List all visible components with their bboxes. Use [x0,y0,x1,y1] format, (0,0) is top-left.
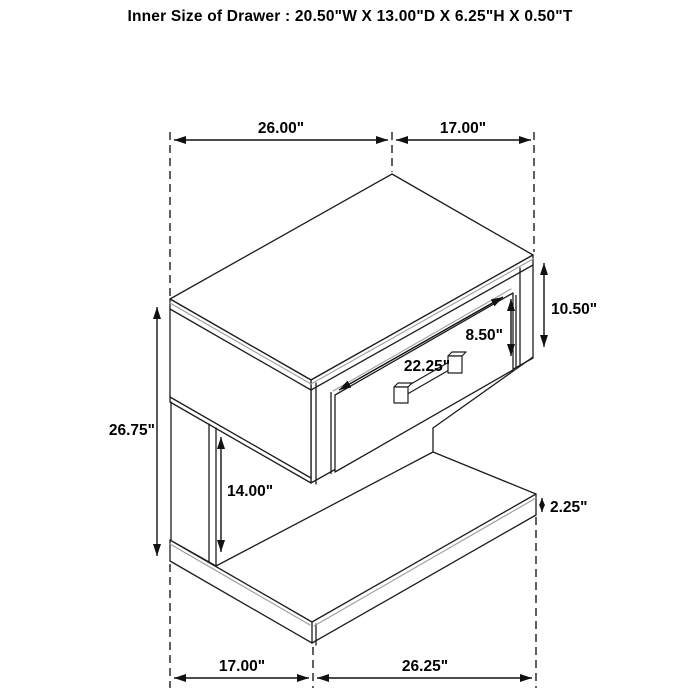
dim-base-thickness [542,498,588,516]
dim-overall-height [109,307,157,556]
dim-label-base-thickness: 2.25" [550,499,588,516]
dim-label-drawer-front-width: 22.25" [403,358,451,375]
base-top-face [170,452,536,622]
handle-right-post [448,356,462,373]
dim-label-open-space-height: 14.00" [227,483,274,500]
dim-bottom-width [317,658,532,678]
dim-top-depth [396,120,531,140]
dim-label-top-width: 26.00" [257,120,305,137]
dim-label-cabinet-height: 10.50" [551,301,598,318]
handle-left-post [394,387,408,403]
dim-label-top-depth: 17.00" [439,120,487,137]
dim-bottom-depth [174,658,309,678]
dim-label-drawer-front-height: 8.50" [465,327,503,344]
base-shelf [170,452,536,645]
dim-top-width [174,120,388,140]
dim-label-bottom-depth: 17.00" [218,658,266,675]
diagram-title: Inner Size of Drawer : 20.50"W X 13.00"D X 6.25"H X 0.50"T [127,8,573,25]
dim-cabinet-height [544,263,597,347]
dim-label-bottom-width: 26.25" [401,658,449,675]
dim-label-overall-height: 26.75" [108,422,155,439]
